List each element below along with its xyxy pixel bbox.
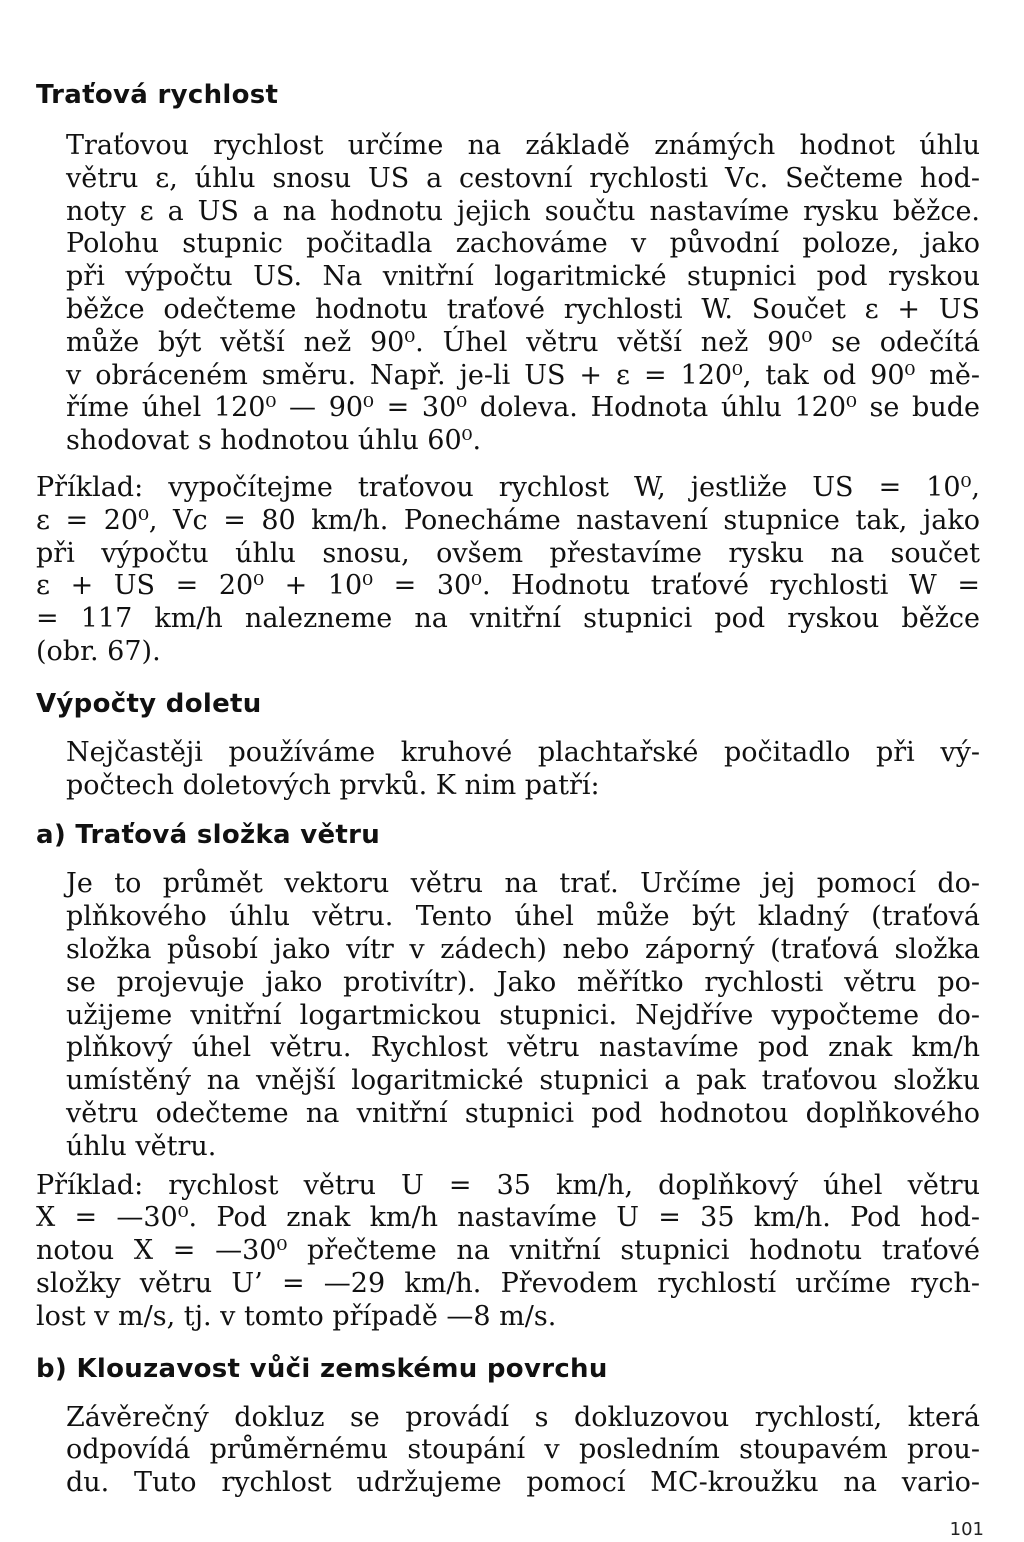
text-line: shodovat s hodnotou úhlu 60⁰. bbox=[66, 425, 482, 457]
text-line: lost v m/s, tj. v tomto případě —8 m/s. bbox=[36, 1300, 557, 1332]
paragraph-track-wind-component bbox=[36, 868, 980, 1163]
text-line: umístěný na vnější logaritmické stupnici a pak traťovou složku bbox=[66, 1065, 980, 1097]
text-line: užijeme vnitřní logartmickou stupnici. Nejdříve vypočteme do- bbox=[66, 999, 980, 1031]
text-line: plňkového úhlu větru. Tento úhel může být kladný (traťová bbox=[66, 901, 980, 933]
text-line: při výpočtu úhlu snosu, ovšem přestavíme rysku na součet bbox=[36, 537, 980, 569]
text-line: počtech doletových prvků. K nim patří: bbox=[66, 769, 600, 801]
text-line: = 117 km/h nalezneme na vnitřní stupnici pod ryskou běžce bbox=[36, 603, 980, 635]
text-line: složka působí jako vítr v zádech) nebo záporný (traťová složka bbox=[66, 933, 980, 965]
text-line: říme úhel 120⁰ — 90⁰ = 30⁰ doleva. Hodnota úhlu 120⁰ se bude bbox=[66, 392, 980, 424]
text-line: běžce odečteme hodnotu traťové rychlosti W. Součet ε + US bbox=[66, 293, 980, 325]
page-content bbox=[36, 78, 980, 1500]
subheading-glide-ratio: b) Klouzavost vůči zemskému povrchu bbox=[36, 1353, 608, 1384]
text-line: Nejčastěji používáme kruhové plachtařské počitadlo při vý- bbox=[66, 736, 980, 768]
text-line: větru ε, úhlu snosu US a cestovní rychlosti Vc. Sečteme hod- bbox=[66, 162, 980, 194]
text-line: ε = 20⁰, Vc = 80 km/h. Ponecháme nastavení stupnice tak, jako bbox=[36, 504, 980, 536]
text-line: (obr. 67). bbox=[36, 635, 161, 667]
text-line: odpovídá průměrnému stoupání v posledním stoupavém prou- bbox=[66, 1434, 980, 1466]
section-heading-range: Výpočty doletu bbox=[36, 688, 262, 719]
section-heading-track-speed: Traťová rychlost bbox=[36, 80, 279, 110]
example-track-speed bbox=[36, 472, 980, 669]
text-line: notou X = —30⁰ přečteme na vnitřní stupnici hodnotu traťové bbox=[36, 1235, 980, 1267]
text-line: větru odečteme na vnitřní stupnici pod hodnotou doplňkového bbox=[66, 1097, 980, 1129]
text-line: Je to průmět vektoru větru na trať. Určíme jej pomocí do- bbox=[66, 868, 980, 900]
text-line: může být větší než 90⁰. Úhel větru větší než 90⁰ se odečítá bbox=[66, 326, 980, 358]
text-line: složky větru U’ = —29 km/h. Převodem rychlostí určíme rych- bbox=[36, 1267, 980, 1299]
text-line: Příklad: rychlost větru U = 35 km/h, doplňkový úhel větru bbox=[36, 1169, 980, 1201]
text-line: v obráceném směru. Např. je-li US + ε = 120⁰, tak od 90⁰ mě- bbox=[66, 359, 980, 391]
paragraph-track-speed bbox=[36, 130, 980, 458]
paragraph-range bbox=[36, 737, 980, 803]
text-line: Traťovou rychlost určíme na základě známých hodnot úhlu bbox=[66, 130, 980, 161]
text-line: X = —30⁰. Pod znak km/h nastavíme U = 35 km/h. Pod hod- bbox=[36, 1202, 980, 1234]
text-line: se projevuje jako protivítr). Jako měřítko rychlosti větru po- bbox=[66, 966, 980, 998]
text-line: při výpočtu US. Na vnitřní logaritmické stupnici pod ryskou bbox=[66, 261, 980, 293]
text-line: plňkový úhel větru. Rychlost větru nastavíme pod znak km/h bbox=[66, 1032, 980, 1064]
text-line: Polohu stupnic počitadla zachováme v původní poloze, jako bbox=[66, 228, 980, 260]
text-line: úhlu větru. bbox=[66, 1130, 217, 1162]
text-line: ε + US = 20⁰ + 10⁰ = 30⁰. Hodnotu traťové rychlosti W = bbox=[36, 570, 980, 602]
text-line: Příklad: vypočítejme traťovou rychlost W, jestliže US = 10⁰, bbox=[36, 471, 980, 503]
text-line: Závěrečný dokluz se provádí s dokluzovou rychlostí, která bbox=[66, 1401, 980, 1433]
text-line: du. Tuto rychlost udržujeme pomocí MC-kroužku na vario- bbox=[66, 1467, 980, 1499]
page-number: 101 bbox=[949, 1519, 984, 1540]
subheading-track-wind-component: a) Traťová složka větru bbox=[36, 820, 381, 851]
text-line: noty ε a US a na hodnotu jejich součtu nastavíme rysku běžce. bbox=[66, 195, 980, 227]
paragraph-glide-ratio bbox=[36, 1402, 980, 1500]
example-track-wind-component bbox=[36, 1170, 980, 1334]
